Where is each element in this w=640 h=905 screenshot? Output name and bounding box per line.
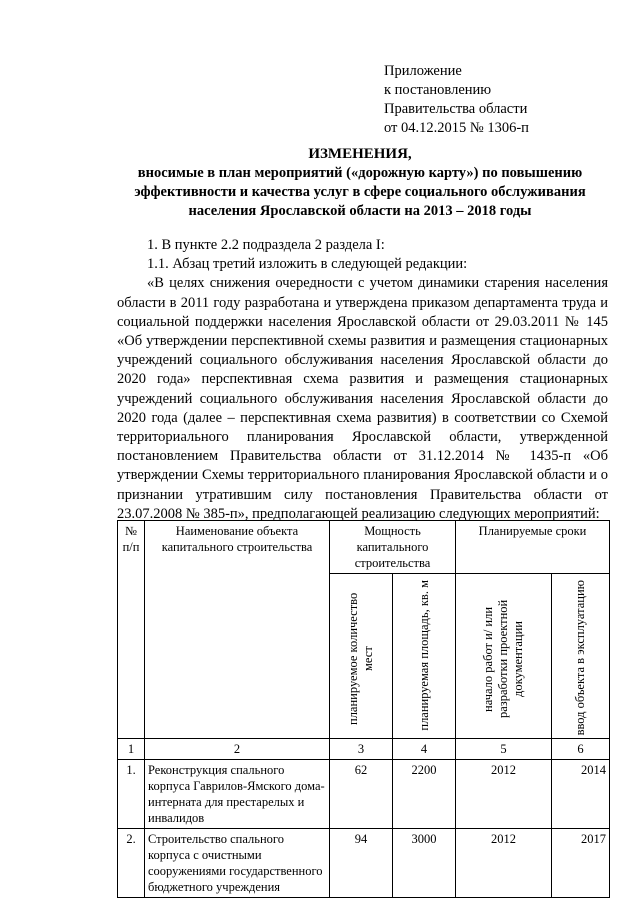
title-line: ИЗМЕНЕНИЯ, <box>308 146 412 162</box>
row-end: 2017 <box>552 829 610 898</box>
column-number: 2 <box>145 739 330 760</box>
header-start: начало работ и/ или разработки проектной документации <box>456 574 552 739</box>
paragraph: 1. В пункте 2.2 подраздела 2 раздела I: <box>147 237 385 253</box>
construction-plan-table <box>117 520 610 898</box>
row-places: 94 <box>330 829 393 898</box>
appendix-line: Правительства области <box>384 101 528 117</box>
table-row <box>118 760 610 829</box>
row-end: 2014 <box>552 760 610 829</box>
appendix-block <box>384 62 529 138</box>
title-line: вносимые в план мероприятий («дорожную карту») по повышению <box>137 165 583 181</box>
row-area: 2200 <box>393 760 456 829</box>
table-row <box>118 829 610 898</box>
row-places: 62 <box>330 760 393 829</box>
row-num: 1. <box>118 760 145 829</box>
appendix-line: к постановлению <box>384 82 492 98</box>
row-area: 3000 <box>393 829 456 898</box>
document-title <box>100 145 620 221</box>
column-number: 6 <box>552 739 610 760</box>
title-line: населения Ярославской области на 2013 – 2018 годы <box>188 203 532 219</box>
paragraph: 1.1. Абзац третий изложить в следующей редакции: <box>147 256 468 273</box>
row-start: 2012 <box>456 760 552 829</box>
row-name: Строительство спального корпуса с очистными сооружениями государственного бюджетного учреждения <box>145 829 330 898</box>
column-number: 4 <box>393 739 456 760</box>
header-commission: ввод объекта в эксплуатацию <box>552 574 610 739</box>
row-start: 2012 <box>456 829 552 898</box>
header-capacity: Мощность капитального строительства <box>330 521 456 574</box>
header-num: № п/п <box>118 521 145 739</box>
header-area: планируемая площадь, кв. м <box>393 574 456 739</box>
column-number: 3 <box>330 739 393 760</box>
header-name: Наименование объекта капитального строительства <box>145 521 330 739</box>
column-number: 1 <box>118 739 145 760</box>
row-name: Реконструкция спального корпуса Гаврилов-Ямского дома-интерната для престарелых и инвалидов <box>145 760 330 829</box>
paragraph: «В целях снижения очередности с учетом динамики старения населения области в 2011 году разработана и утверждена приказом департамента труда и социальной поддержки населения Ярославской области от 29.03.2011 № 145 «Об утверждении перспективной схемы развития и размещения стационарных учреждений социального обслуживания населения Ярославской области до 2020 года» перспективная схема развития и размещения стационарных учреждений социального обслуживания населения Ярославской области до 2020 года (далее – перспективная схема развития) в соответствии со Схемой территориального планирования Ярославской области, утвержденной постановлением Правительства области от 31.12.2014 № 1435-п «Об утверждении Схемы территориального планирования Ярославской области и о признании утратившим силу постановления Правительства области от 23.07.2008 № 385-п», предполагающей реализацию следующих мероприятий: <box>117 275 608 522</box>
column-number-row <box>118 739 610 760</box>
column-number: 5 <box>456 739 552 760</box>
document-body <box>117 236 608 524</box>
header-places: планируемое количество мест <box>330 574 393 739</box>
title-line: эффективности и качества услуг в сфере социального обслуживания <box>134 184 586 200</box>
table-header-row <box>118 521 610 574</box>
row-num: 2. <box>118 829 145 898</box>
header-terms: Планируемые сроки <box>456 521 610 574</box>
appendix-line: от 04.12.2015 № 1306-п <box>384 120 529 136</box>
appendix-line: Приложение <box>384 63 462 79</box>
